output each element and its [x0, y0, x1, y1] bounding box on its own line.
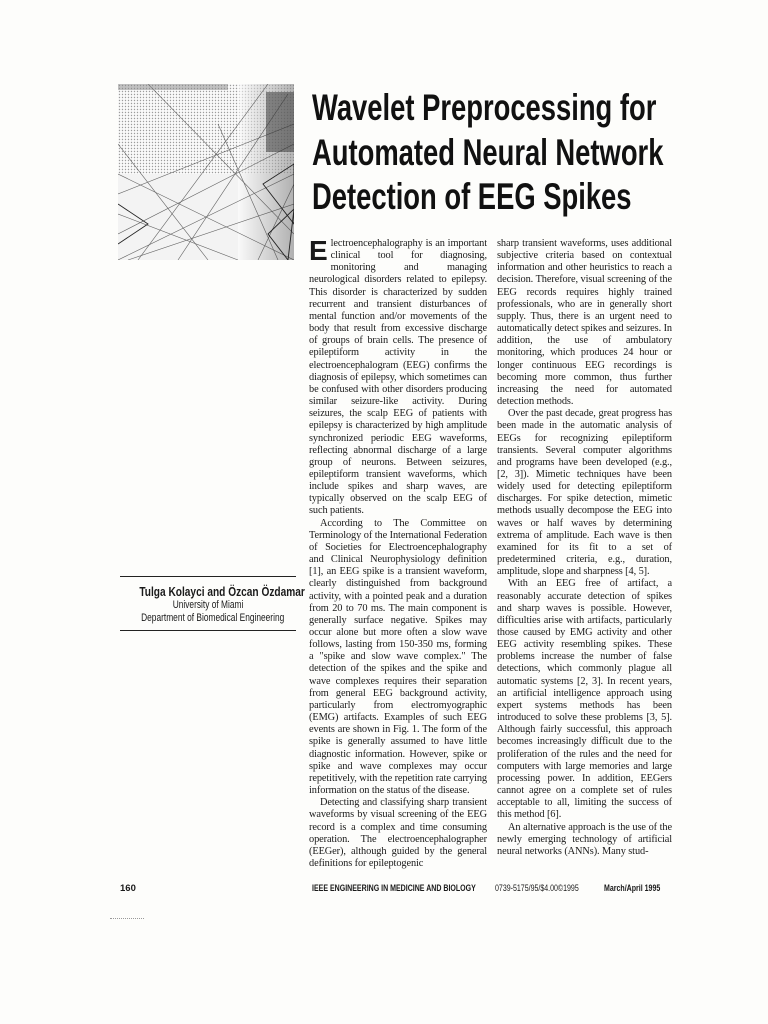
decorative-wireframe-graphic	[118, 84, 294, 260]
copyright-code: 0739-5175/95/$4.00©1995	[495, 883, 579, 894]
article-title	[312, 86, 664, 220]
issue-date: March/April 1995	[604, 883, 661, 894]
author-department: Department of Biomedical Engineering	[141, 611, 285, 624]
paragraph: sharp transient waveforms, uses additional subjective criteria based on contextual information and other heuristics to reach a decision. Therefore, visual screening of the EEG records requires highly trained professionals, who are in generally short supply. Thus, there is an urgent need to automatically detect spikes and seizures. In addition, the use of ambulatory monitoring, which produces 24 hour or longer continuous EEG recordings is becoming more common, thus further increasing the need for automated detection methods.	[497, 238, 672, 408]
drop-cap: E	[309, 235, 328, 266]
body-column-2	[497, 238, 672, 858]
paragraph: An alternative approach is the use of the newly emerging technology of artificial neural networks (ANNs). Many stud-	[497, 821, 672, 857]
title-line: Automated Neural Network	[312, 131, 664, 173]
paragraph: With an EEG free of artifact, a reasonably accurate detection of spikes and sharp waves is possible. However, difficulties arise with artifacts, particularly those caused by EMG activity and other EEG activity resembling spikes. These problems increase the number of false detections, which commonly plague all automatic systems [2, 3]. In recent years, an artificial intelligence approach using expert systems methods has been introduced to solve these problems [3, 5]. Although fairly successful, this approach becomes increasingly difficult due to the proliferation of the rules and the need for computers with large memories and large processing power. In addition, EEGers cannot agree on a complete set of rules acceptable to all, limiting the success of this method [6].	[497, 578, 672, 821]
paragraph: According to The Committee on Terminology of the International Federation of Societies for Electroencephalography and Clinical Neurophysiology definition [1], an EEG spike is a transient waveform, clearly distinguished from background activity, with a pointed peak and a duration from 20 to 70 ms. The main component is generally surface negative. Spikes may occur alone but more often a slow wave follows, lasting from 150-350 ms, forming a "spike and slow wave complex." The detection of the spikes and the spike and wave complexes requires their separation from general EEG background activity, particularly from electromyographic (EMG) artifacts. Examples of such EEG events are shown in Fig. 1. The form of the spike is generally assumed to have little diagnostic information. However, spike or spike and wave complexes may occur repetitively, with the repetition rate carrying information on the status of the disease.	[309, 517, 487, 797]
body-column-1	[309, 235, 487, 870]
paragraph-text: lectroencephalography is an important clinical tool for diagnosing, monitoring and managing neurological disorders related to epilepsy. This disorder is characterized by sudden recurrent and transient disturbances of mental function and/or movements of the body that result from excessive discharge of groups of brain cells. The presence of epileptiform activity in the electroencephalogram (EEG) confirms the diagnosis of epilepsy, which sometimes can be confused with other disorders producing similar seizure-like activity. During seizures, the scalp EEG of patients with epilepsy is characterized by high amplitude synchronized periodic EEG waveforms, reflecting abnormal discharge of a large group of neurons. Between seizures, epileptiform transient waveforms, which include spikes and sharp waves, are typically observed on the scalp EEG of such patients.	[309, 238, 487, 517]
page-number: 160	[120, 883, 136, 894]
scan-artifact	[110, 918, 144, 921]
title-line: Detection of EEG Spikes	[312, 176, 632, 217]
title-line: Wavelet Preprocessing for	[312, 87, 657, 128]
author-names: Tulga Kolayci and Özcan Özdamar	[139, 584, 305, 599]
author-block	[120, 576, 305, 631]
page-footer	[0, 882, 768, 896]
paragraph: Detecting and classifying sharp transient waveforms by visual screening of the EEG record is a complex and time consuming operation. The electroencephalographer (EEGer), although guided by the general definitions for epileptogenic	[309, 797, 487, 869]
paragraph	[309, 235, 487, 518]
journal-name: IEEE ENGINEERING IN MEDICINE AND BIOLOGY	[312, 883, 476, 894]
author-university: University of Miami	[172, 599, 244, 611]
paragraph: Over the past decade, great progress has been made in the automatic analysis of EEGs for recognizing epileptiform transients. Several computer algorithms and programs have been developed (e.g., [2, 3]). Mimetic techniques have been widely used for detecting epileptiform discharges. For spike detection, mimetic methods usually decompose the EEG into waves or half waves by determining extrema of amplitude. Each wave is then examined for its fit to a set of predetermined criteria, e.g., duration, amplitude, slope and sharpness [4, 5].	[497, 408, 672, 578]
